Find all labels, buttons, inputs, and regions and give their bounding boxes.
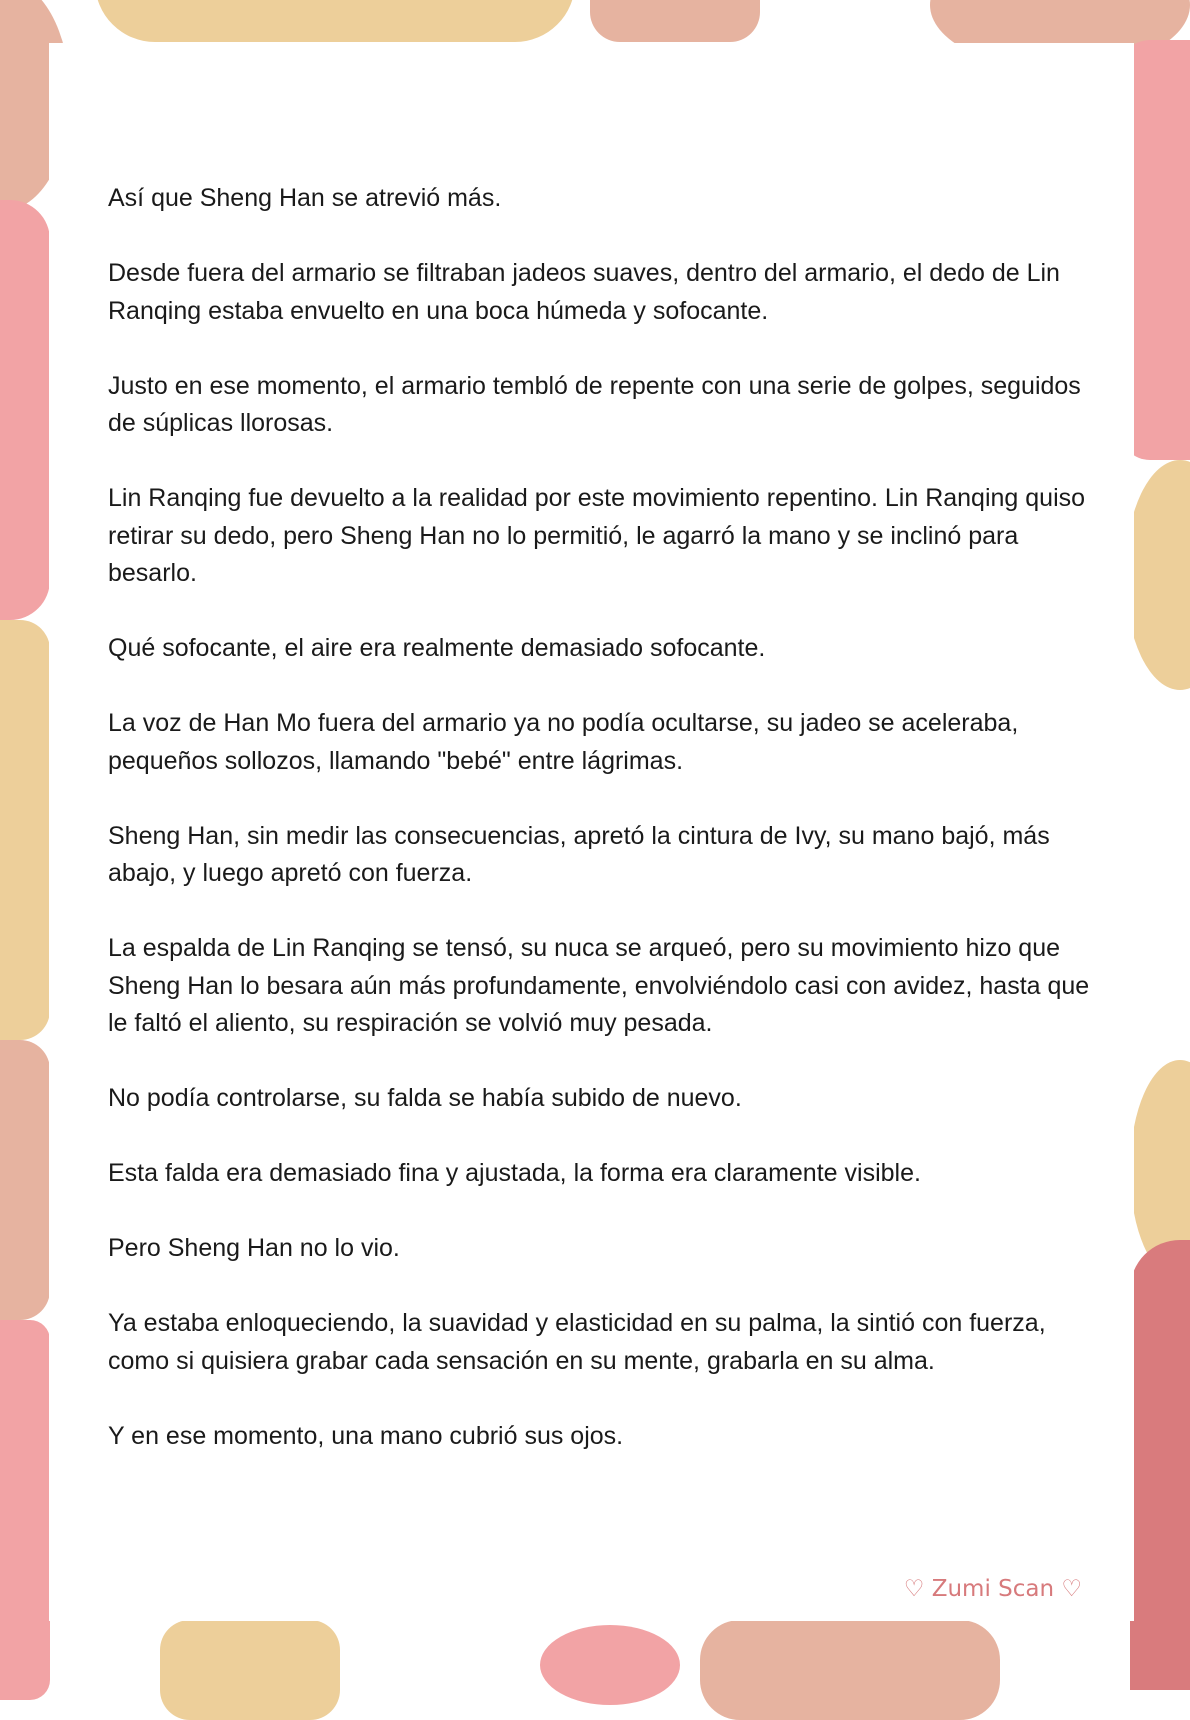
scanlation-credit: ♡ Zumi Scan ♡ — [903, 1576, 1082, 1602]
paragraph: Y en ese momento, una mano cubrió sus ojos. — [108, 1421, 624, 1450]
paragraph: Ya estaba enloqueciendo, la suavidad y elasticidad en su palma, la sintió con fuerza, como si quisiera grabar cada sensación en su mente, grabarla en su alma. — [108, 1309, 1046, 1375]
paragraph: Justo en ese momento, el armario tembló de repente con una serie de golpes, seguidos de súplicas llorosas. — [108, 371, 1081, 437]
story-text — [108, 180, 1098, 1493]
paragraph: La espalda de Lin Ranqing se tensó, su nuca se arqueó, pero su movimiento hizo que Sheng Han lo besara aún más profundamente, envolviéndolo casi con avidez, hasta que le faltó el aliento, su respiración se volvió muy pesada. — [108, 934, 1090, 1037]
paragraph: Pero Sheng Han no lo vio. — [108, 1234, 400, 1262]
paragraph: No podía controlarse, su falda se había subido de nuevo. — [108, 1084, 742, 1112]
paragraph: La voz de Han Mo fuera del armario ya no podía ocultarse, su jadeo se aceleraba, pequeños sollozos, llamando "bebé" entre lágrimas. — [108, 709, 1019, 775]
paragraph: Así que Sheng Han se atrevió más. — [108, 184, 502, 212]
paragraph: Desde fuera del armario se filtraban jadeos suaves, dentro del armario, el dedo de Lin Ranqing estaba envuelto en una boca húmeda y sofocante. — [108, 259, 1060, 325]
paragraph: Sheng Han, sin medir las consecuencias, apretó la cintura de Ivy, su mano bajó, más abajo, y luego apretó con fuerza. — [108, 821, 1050, 887]
paragraph: Lin Ranqing fue devuelto a la realidad por este movimiento repentino. Lin Ranqing quiso retirar su dedo, pero Sheng Han no lo permitió, le agarró la mano y se inclinó para besarlo. — [108, 484, 1086, 587]
paragraph: Esta falda era demasiado fina y ajustada, la forma era claramente visible. — [108, 1159, 921, 1187]
paragraph: Qué sofocante, el aire era realmente demasiado sofocante. — [108, 634, 766, 662]
